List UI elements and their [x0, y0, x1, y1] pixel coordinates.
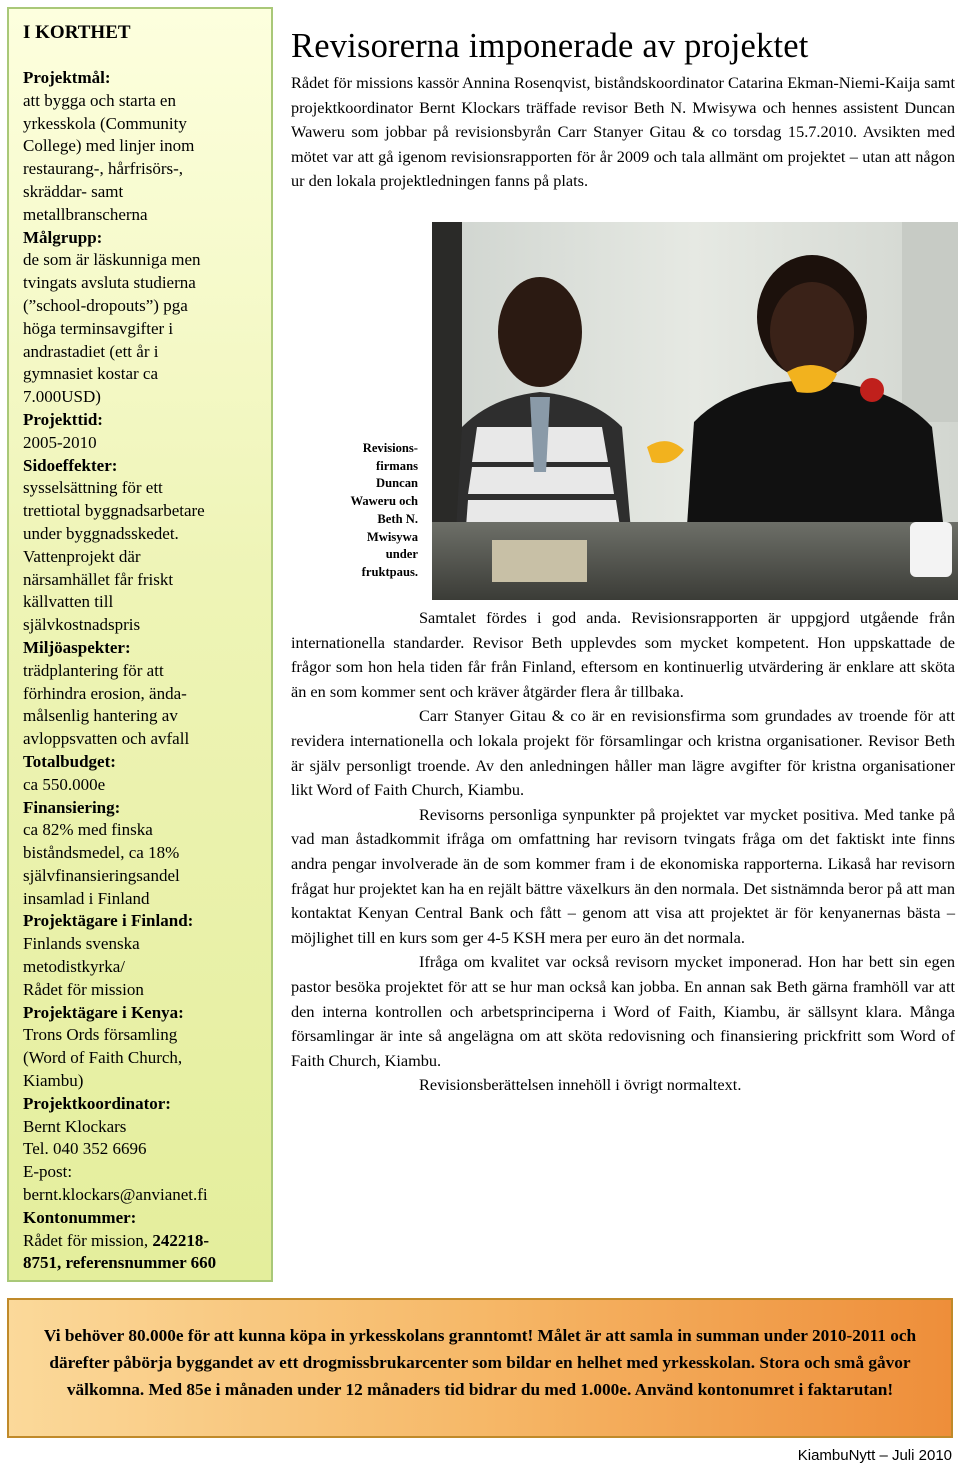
fact-value-line: källvatten till — [23, 592, 114, 612]
article-figure — [332, 222, 958, 600]
account-line-1 — [23, 1230, 263, 1253]
fact-value-line: Trons Ords församling — [23, 1025, 178, 1045]
fact-value-line: metodistkyrka/ — [23, 957, 125, 977]
footer-dash: – — [879, 1447, 892, 1464]
fact-value-line: tvingats avsluta studierna — [23, 273, 196, 293]
fact-value-line: College) med linjer inom — [23, 136, 195, 156]
photo-caption: Revisions-firmans Duncan Waweru och Beth N. Mwisywa under fruktpaus. — [350, 441, 418, 579]
fact-label: Kontonummer: — [23, 1207, 137, 1227]
fact-value-line: bernt.klockars@anvianet.fi — [23, 1185, 208, 1205]
fact-value-line: Rådet för mission — [23, 979, 144, 999]
fact-label: Projektkoordinator: — [23, 1093, 171, 1113]
fact-value-line: gymnasiet kostar ca — [23, 364, 159, 384]
fact-value-line: Kiambu) — [23, 1071, 84, 1091]
fact-value-line: yrkesskola (Community — [23, 113, 187, 133]
publication-name: KiambuNytt — [797, 1447, 876, 1464]
article-paragraph: Revisionsberättelsen innehöll i övrigt normaltext. — [419, 1075, 742, 1095]
page-footer — [798, 1447, 952, 1465]
fact-value-line: förhindra erosion, ända- — [23, 683, 187, 703]
fact-value-line: ca 82% med finska — [23, 820, 153, 840]
article-intro: Rådet för missions kassör Annina Rosenqvist, biståndskoordinator Catarina Ekman-Niemi-Kaija samt projektkoordinator Bernt Klockars träffade revisor Beth N. Mwisywa och hennes assistent Duncan Waweru som jobbar på revisionsbyrån Carr Stanyer Gitau & co torsdag 15.7.2010. Avsikten med mötet var att gå igenom revisionsrapporten för år 2009 och tala allmänt om projektet – utan att någon ur den lokala projektledningen fanns på plats. — [291, 73, 955, 191]
account-line-2: 8751, referensnummer 660 — [23, 1253, 217, 1273]
article-body — [291, 606, 955, 1098]
fact-value-line: avloppsvatten och avfall — [23, 729, 190, 749]
article-paragraph: Carr Stanyer Gitau & co är en revisionsfirma som grundades av troende för att revidera internationella och lokala projekt för församlingar och kristna organisationer. Revisor Beth är själv personligt troende. Av den anledningen håller man lägre avgifter för kristna organisationer likt Word of Faith Church, Kiambu. — [291, 706, 955, 800]
fundraising-banner: Vi behöver 80.000e för att kunna köpa in yrkesskolans granntomt! Målet är att samla in summan under 2010-2011 och därefter påbörja byggandet av ett drogmissbrukarcenter som bildar en helhet med yrkesskolan. Stora och små gåvor välkomna. Med 85e i månaden under 12 månaders tid bidrar du med 1.000e. Använd kontonumret i faktarutan! — [7, 1298, 953, 1438]
fact-value-line: höga terminsavgifter i — [23, 318, 174, 338]
fact-label: Målgrupp: — [23, 227, 103, 247]
fact-value-line: de som är läskunniga men — [23, 250, 201, 270]
fact-value-line: Bernt Klockars — [23, 1116, 127, 1136]
account-holder: Rådet för mission, — [23, 1230, 153, 1250]
fact-box-sections — [23, 67, 263, 1230]
fact-value-line: trettiotal byggnadsarbetare — [23, 501, 205, 521]
fact-label: Miljöaspekter: — [23, 637, 131, 657]
fact-value-line: målsenlig hantering av — [23, 706, 178, 726]
fact-label: Projekttid: — [23, 409, 103, 429]
article-paragraph: Revisorns personliga synpunkter på projektet var mycket positiva. Med tanke på vad man åstadkommit ifråga om omfattning har revisorn tvingats fråga om det faktiskt inte finns andra pengar involverade än de som kommer fram i de ekonomiska rapporterna. Likaså har revisorn frågat hur projektet kan ha en rejält bättre växelkurs än den normala. Det sistnämnda beror på att man kontaktat Kenyan Central Bank och fått – genom att visa att projektet är för kenyanernas bästa – möjlighet till en kurs som ger 4-5 KSH mera per euro än det normala. — [291, 804, 955, 947]
photo — [432, 222, 958, 600]
fact-label: Projektägare i Finland: — [23, 911, 194, 931]
issue-date: Juli 2010 — [891, 1447, 952, 1464]
fact-label: Projektmål: — [23, 68, 111, 87]
fact-value-line: biståndsmedel, ca 18% — [23, 843, 180, 863]
fact-value-line: 2005-2010 — [23, 432, 97, 452]
fact-value-line: att bygga och starta en — [23, 90, 176, 110]
fact-value-line: sysselsättning för ett — [23, 478, 163, 498]
fact-value-line: restaurang-, hårfrisörs-, — [23, 159, 184, 179]
fact-value-line: ca 550.000e — [23, 774, 106, 794]
fact-value-line: E-post: — [23, 1162, 73, 1182]
fact-value-line: Tel. 040 352 6696 — [23, 1139, 147, 1159]
fact-value-line: andrastadiet (ett år i — [23, 341, 159, 361]
fact-label: Projektägare i Kenya: — [23, 1002, 184, 1022]
fact-label: Totalbudget: — [23, 751, 116, 771]
article — [291, 26, 955, 194]
fact-value-line: (Word of Faith Church, — [23, 1048, 183, 1068]
fact-value-line: självkostnadspris — [23, 615, 141, 635]
fact-label: Sidoeffekter: — [23, 455, 118, 475]
fact-value-line: (”school-dropouts”) pga — [23, 295, 188, 315]
fact-value-line: under byggnadsskedet. — [23, 523, 179, 543]
fact-box — [7, 7, 273, 1282]
fact-value-line: Vattenprojekt där — [23, 546, 141, 566]
fact-value-line: metallbranscherna — [23, 204, 148, 224]
article-headline: Revisorerna imponerade av projektet — [291, 27, 809, 65]
fact-value-line: självfinansieringsandel — [23, 865, 180, 885]
fact-value-line: insamlad i Finland — [23, 888, 150, 908]
fact-value-line: trädplantering för att — [23, 660, 164, 680]
fact-value-line: skräddar- samt — [23, 181, 124, 201]
fact-label: Finansiering: — [23, 797, 121, 817]
fact-value-line: Finlands svenska — [23, 934, 140, 954]
article-paragraph: Samtalet fördes i god anda. Revisionsrapporten är uppgjord utgående från internationella standarder. Revisor Beth upplevdes som mycket kompetent. Hon uppskattade de frågor som hon hela tiden får från Finland, eftersom en kontinuerlig utvärdering är enklare att sköta än en som kommer sent och kräver åtgärder flera år tillbaka. — [291, 608, 955, 701]
photo-image — [432, 222, 958, 600]
fact-value-line: 7.000USD) — [23, 387, 101, 407]
account-number-part: 242218- — [152, 1230, 210, 1250]
fact-value-line: närsamhället får friskt — [23, 569, 174, 589]
article-paragraph: Ifråga om kvalitet var också revisorn mycket imponerad. Hon har bett sin egen pastor besöka projektet för att se hur man också kan jobba. En annan sak Beth gärna framhöll var att den interna kontrollen och arbetsprinciperna i Word of Faith, Kiambu, är sällsynt klara. Många församlingar är inte så angelägna om att sköta redovisning och finansiering prickfritt som Word of Faith Church, Kiambu. — [291, 952, 955, 1070]
fact-box-title: I KORTHET — [23, 22, 131, 43]
